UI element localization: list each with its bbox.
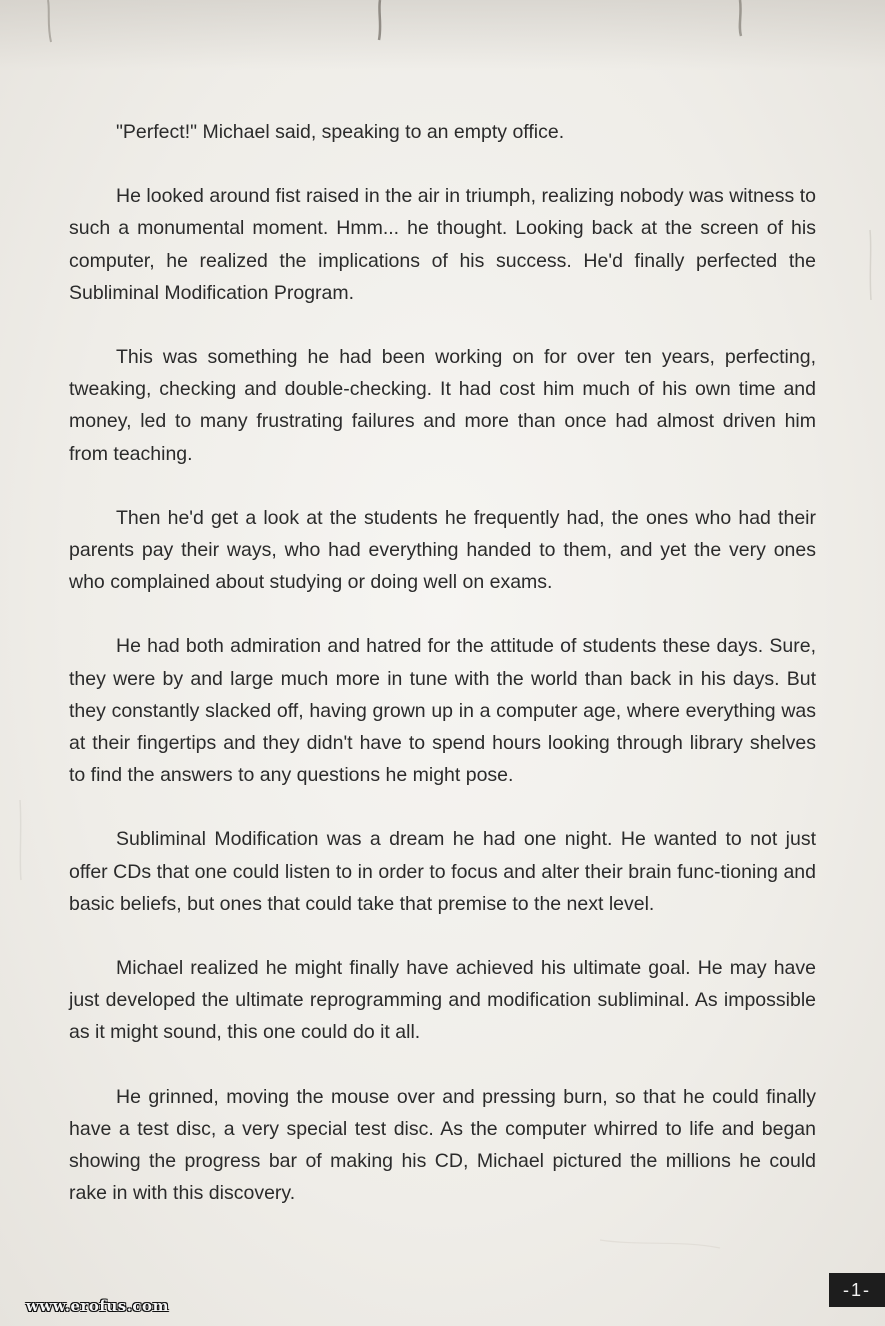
paragraph: This was something he had been working on for over ten years, perfecting, tweaking, checking and double-checking. It had cost him much of his own time and money, led to many frustrating failures and more than once had almost driven him from teaching.: [69, 346, 816, 465]
paragraph: He looked around fist raised in the air in triumph, realizing nobody was witness to such a monumental moment. Hmm... he thought. Looking back at the screen of his computer, he realized the implications of his success. He'd finally perfected the Subliminal Modification Program.: [69, 185, 816, 304]
page-number-badge: -1-: [829, 1273, 885, 1307]
paragraph: Michael realized he might finally have achieved his ultimate goal. He may have just developed the ultimate reprogramming and modification subliminal. As impossible as it might sound, this one could do it all.: [69, 957, 816, 1044]
paragraph: "Perfect!" Michael said, speaking to an empty office.: [116, 121, 565, 143]
site-watermark: www.erofus.com: [26, 1297, 169, 1315]
story-text: [69, 116, 816, 1241]
paragraph: He grinned, moving the mouse over and pressing burn, so that he could finally have a test disc, a very special test disc. As the computer whirred to life and began showing the progress bar of making his CD, Michael pictured the millions he could rake in with this discovery.: [69, 1085, 816, 1205]
paragraph: He had both admiration and hatred for the attitude of students these days. Sure, they were by and large much more in tune with the world than back in his days. But they constantly slacked off, having grown up in a computer age, where everything was at their fingertips and they didn't have to spend hours looking through library shelves to find the answers to any questions he might pose.: [69, 635, 816, 787]
paragraph: Subliminal Modification was a dream he had one night. He wanted to not just offer CDs that one could listen to in order to focus and alter their brain func-tioning and basic beliefs, but ones that could take that premise to the next level.: [69, 828, 816, 915]
paragraph: Then he'd get a look at the students he frequently had, the ones who had their parents pay their ways, who had everything handed to them, and yet the very ones who complained about studying or doing well on exams.: [69, 506, 816, 594]
